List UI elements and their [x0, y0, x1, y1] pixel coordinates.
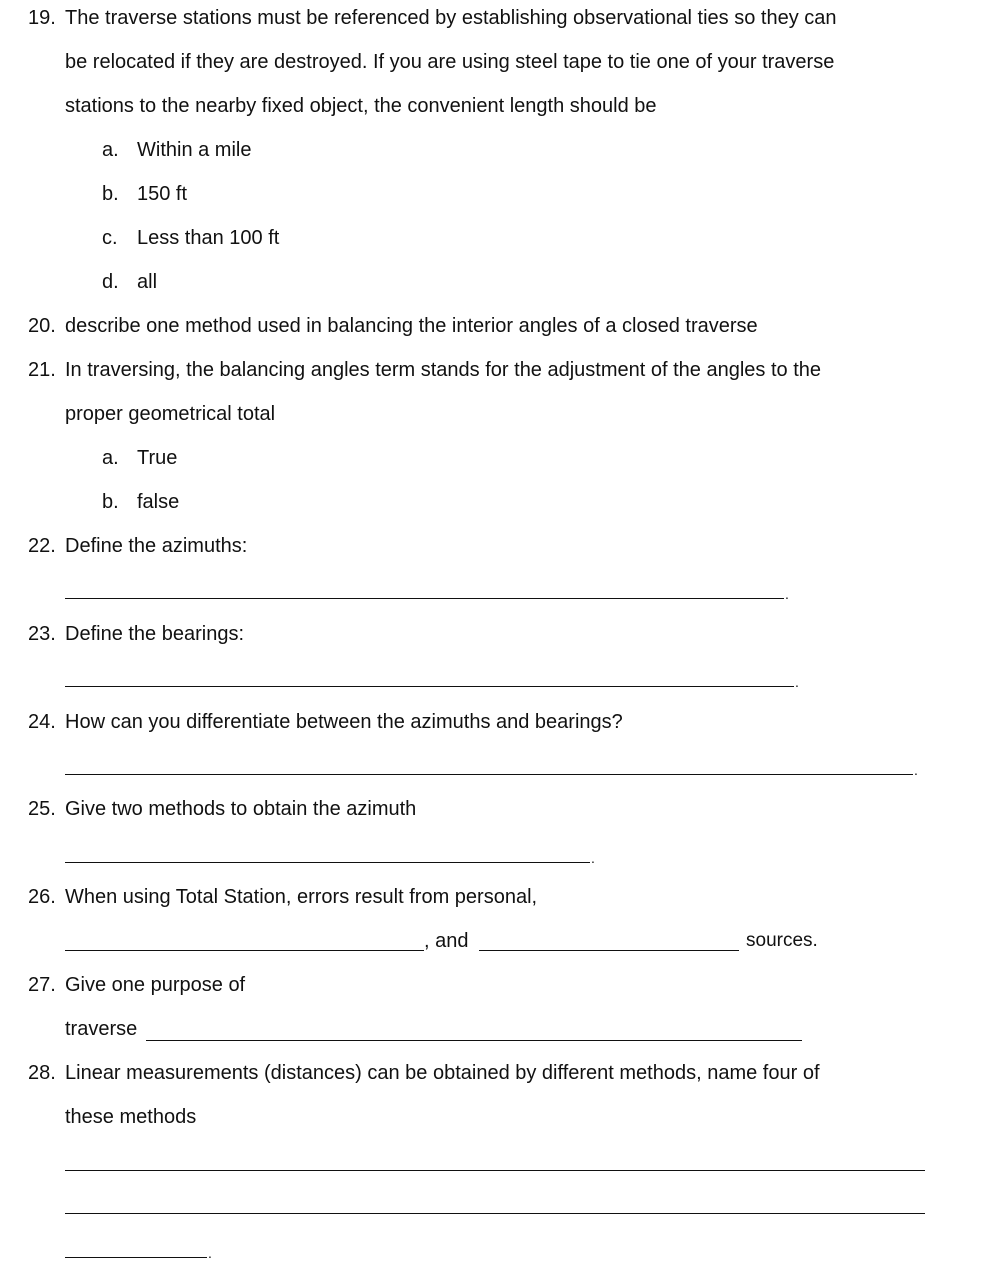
option-text: all [137, 271, 158, 293]
option-text: 150 ft [137, 183, 188, 205]
option-letter: a. [102, 139, 119, 161]
answer-blank[interactable] [65, 686, 794, 687]
question-text: Give one purpose of [65, 974, 246, 996]
question-text: stations to the nearby fixed object, the convenient length should be [65, 95, 657, 117]
option-letter: d. [102, 271, 119, 293]
blank-period: . [785, 586, 789, 602]
option-text: Less than 100 ft [137, 227, 280, 249]
answer-blank[interactable] [65, 1213, 925, 1214]
question-text: Define the azimuths: [65, 535, 248, 557]
blank-period: . [795, 674, 799, 690]
option-letter: b. [102, 491, 119, 513]
blank-suffix: sources. [746, 930, 818, 951]
answer-blank[interactable] [65, 862, 590, 863]
question-number: 25. [28, 798, 56, 820]
answer-blank[interactable] [479, 950, 739, 951]
question-text: Linear measurements (distances) can be obtained by different methods, name four of [65, 1062, 820, 1084]
question-text: How can you differentiate between the azimuths and bearings? [65, 711, 623, 733]
answer-blank[interactable] [65, 598, 784, 599]
question-number: 26. [28, 886, 56, 908]
blank-period: . [208, 1245, 212, 1261]
question-number: 27. [28, 974, 56, 996]
question-number: 24. [28, 711, 56, 733]
option-letter: c. [102, 227, 118, 249]
question-number: 28. [28, 1062, 56, 1084]
blank-connector: , and [424, 930, 469, 952]
blank-period: . [914, 762, 918, 778]
question-text: be relocated if they are destroyed. If you are using steel tape to tie one of your traverse [65, 51, 835, 73]
question-number: 23. [28, 623, 56, 645]
question-number: 21. [28, 359, 56, 381]
question-text: The traverse stations must be referenced by establishing observational ties so they can [65, 7, 837, 29]
option-text: True [137, 447, 178, 469]
question-number: 20. [28, 315, 56, 337]
question-text: Give two methods to obtain the azimuth [65, 798, 417, 820]
answer-blank[interactable] [146, 1040, 802, 1041]
answer-blank[interactable] [65, 1257, 207, 1258]
answer-blank[interactable] [65, 1170, 925, 1171]
question-text: In traversing, the balancing angles term stands for the adjustment of the angles to the [65, 359, 822, 381]
question-text: proper geometrical total [65, 403, 276, 425]
question-text: describe one method used in balancing the interior angles of a closed traverse [65, 315, 758, 337]
question-text: Define the bearings: [65, 623, 245, 645]
option-letter: a. [102, 447, 119, 469]
option-letter: b. [102, 183, 119, 205]
question-text: these methods [65, 1106, 197, 1128]
blank-period: . [591, 850, 595, 866]
option-text: Within a mile [137, 139, 252, 161]
question-number: 19. [28, 7, 56, 29]
answer-blank[interactable] [65, 774, 913, 775]
option-text: false [137, 491, 180, 513]
question-number: 22. [28, 535, 56, 557]
question-text: When using Total Station, errors result from personal, [65, 886, 538, 908]
answer-blank[interactable] [65, 950, 424, 951]
question-text: traverse [65, 1018, 138, 1040]
